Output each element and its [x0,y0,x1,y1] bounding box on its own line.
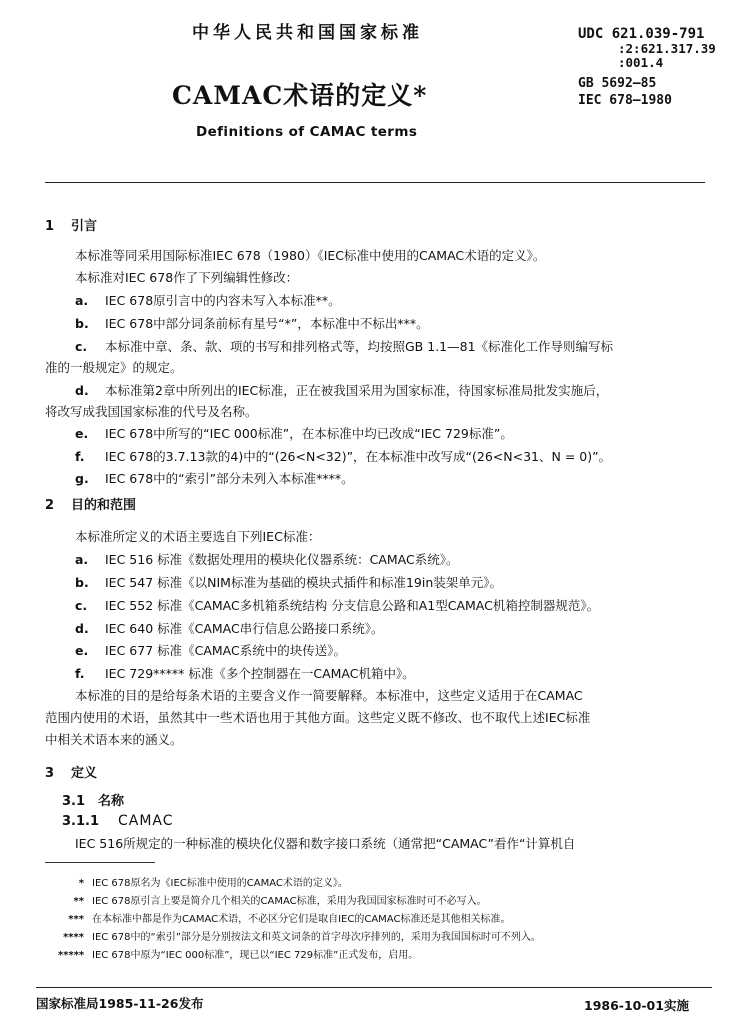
list-item-continuation: 准的一般规定》的规定。 [45,360,183,375]
udc-line: :001.4 [618,55,664,70]
list-item-continuation: 将改写成我国国家标准的代号及名称。 [45,404,258,419]
subsection-title: 名称 [98,794,125,809]
list-letter: a. [75,293,89,308]
list-text: IEC 516 标准《数据处理用的模块化仪器系统：CAMAC系统》。 [105,552,459,567]
list-text: IEC 678的3.7.13款的4)中的“(26<N<32)”，在本标准中改写成“(26<N<31、N = 0)”。 [105,449,612,464]
footnote [58,946,418,961]
list-letter: f. [75,449,85,464]
footer-divider [36,987,712,988]
list-letter: c. [75,339,88,354]
list-letter: e. [75,643,89,658]
footnote-divider [45,862,155,863]
document-title-english: Definitions of CAMAC terms [196,124,418,140]
list-item [75,291,341,309]
standard-type-title: 中华人民共和国国家标准 [192,23,423,43]
section-title: 引言 [71,219,98,234]
list-text: IEC 678原引言中的内容未写入本标准**。 [105,293,341,308]
section-title: 目的和范围 [71,498,137,513]
section-2-heading [45,494,136,513]
paragraph-continuation: 中相关术语本来的涵义。 [45,732,183,747]
list-letter: b. [75,316,89,331]
section-number: 1 [45,219,55,234]
udc-code [578,27,716,71]
issue-date: 国家标准局1985-11-26发布 [36,996,204,1011]
term-number: 3.1.1 [62,814,100,829]
list-letter: a. [75,552,89,567]
list-item [75,469,354,487]
list-letter: d. [75,383,89,398]
subsection-heading [62,790,124,809]
list-item [75,596,599,614]
section-number: 2 [45,498,55,513]
footnote-text: IEC 678原引言上要是简介几个相关的CAMAC标准，采用为我国国家标准时可不必写入。 [92,896,487,907]
list-item [75,447,611,465]
list-text: IEC 678中部分词条前标有星号“*”，本标准中不标出***。 [105,316,429,331]
list-letter: f. [75,666,85,681]
standard-codes [578,75,672,109]
effective-date: 1986-10-01实施 [584,998,689,1013]
list-text: IEC 729***** 标准《多个控制器在一CAMAC机箱中》。 [105,666,415,681]
list-item [75,314,429,332]
list-text: IEC 640 标准《CAMAC串行信息公路接口系统》。 [105,621,384,636]
footnote [58,910,510,925]
gb-code: GB 5692—85 [578,76,657,91]
footnote-mark: **** [63,932,84,943]
footnote-mark: ***** [58,950,85,961]
list-letter: d. [75,621,89,636]
paragraph: 本标准对IEC 678作了下列编辑性修改： [75,270,299,285]
list-letter: b. [75,575,89,590]
footnote-text: IEC 678中的“索引”部分是分别按法文和英文词条的首字母次序排列的，采用为我国国标时可不列入。 [92,932,541,943]
footnote-mark: * [78,878,84,889]
term-heading [62,813,174,829]
footnote [58,928,541,943]
paragraph: 本标准的目的是给每条术语的主要含义作一简要解释。本标准中，这些定义适用于在CAMAC [75,688,583,703]
list-text: IEC 677 标准《CAMAC系统中的块传送》。 [105,643,346,658]
list-item [75,381,608,399]
footnote-mark: ** [73,896,84,907]
paragraph: 本标准所定义的术语主要选自下列IEC标准： [75,529,321,544]
list-text: IEC 552 标准《CAMAC多机箱系统结构 分支信息公路和A1型CAMAC机箱控制器规范》。 [105,598,600,613]
footnote [58,892,487,907]
paragraph: 本标准等同采用国际标准IEC 678（1980）《IEC标准中使用的CAMAC术语的定义》。 [75,248,546,263]
list-item [75,664,415,682]
section-3-heading [45,762,97,781]
footnote [58,874,348,889]
iec-code: IEC 678—1980 [578,93,672,108]
list-letter: e. [75,426,89,441]
list-letter: g. [75,471,89,486]
list-text: 本标准中章、条、款、项的书写和排列格式等，均按照GB 1.1—81《标准化工作导则编写标 [105,339,614,354]
section-title: 定义 [71,766,98,781]
subsection-number: 3.1 [62,794,86,809]
footnote-text: IEC 678中原为“IEC 000标准”，现已以“IEC 729标准”正式发布，启用。 [92,950,419,961]
list-letter: c. [75,598,88,613]
section-1-heading [45,215,97,234]
list-text: IEC 547 标准《以NIM标准为基础的模块式插件和标准19in装架单元》。 [105,575,502,590]
udc-line: UDC 621.039-791 [578,26,705,42]
header-divider [45,182,705,183]
list-text: IEC 678中的“索引”部分未列入本标准****。 [105,471,354,486]
udc-line: :2:621.317.39 [618,40,716,56]
list-text: 本标准第2章中所列出的IEC标准，正在被我国采用为国家标准，待国家标准局批发实施后， [105,383,609,398]
section-number: 3 [45,766,55,781]
list-item [75,619,384,637]
paragraph-continuation: 范围内使用的术语，虽然其中一些术语也用于其他方面。这些定义既不修改、也不取代上述IEC标准 [45,710,591,725]
footnote-mark: *** [68,914,84,925]
list-item [75,550,459,568]
footnote-text: IEC 678原名为《IEC标准中使用的CAMAC术语的定义》。 [92,878,348,889]
list-item [75,337,613,355]
term-definition: IEC 516所规定的一种标准的模块化仪器和数字接口系统（通常把“CAMAC”看作“计算机自 [75,836,576,851]
list-item [75,573,502,591]
footnote-text: 在本标准中都是作为CAMAC术语，不必区分它们是取自IEC的CAMAC标准还是其他相关标准。 [92,914,511,925]
term-title: CAMAC [118,813,174,829]
list-item [75,424,513,442]
list-item [75,641,346,659]
document-title: CAMAC术语的定义* [172,81,428,110]
list-text: IEC 678中所写的“IEC 000标准”，在本标准中均已改成“IEC 729标准”。 [105,426,513,441]
